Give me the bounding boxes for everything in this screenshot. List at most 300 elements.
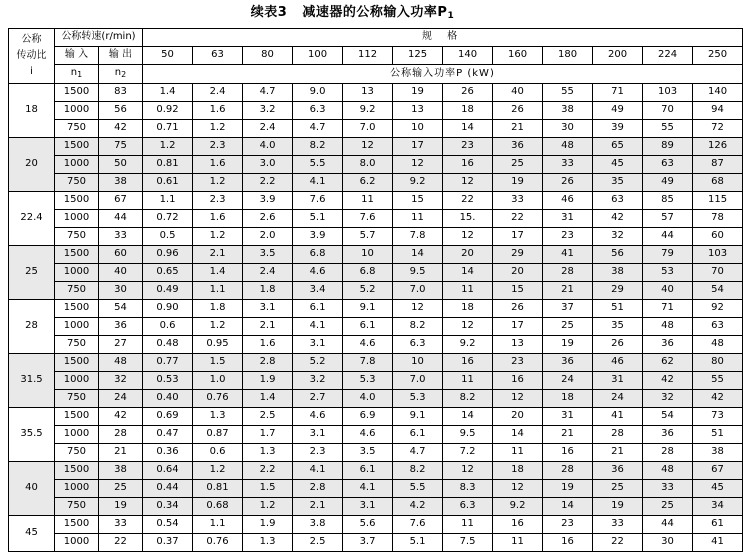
- power-cell: 0.96: [143, 245, 193, 263]
- power-cell: 6.1: [343, 461, 393, 479]
- power-cell: 29: [493, 245, 543, 263]
- spec-col-80: 80: [243, 46, 293, 64]
- n1-cell: 1000: [55, 533, 99, 551]
- power-cell: 4.0: [343, 389, 393, 407]
- n1-cell: 1000: [55, 155, 99, 173]
- power-cell: 12: [443, 317, 493, 335]
- header-spec: 规 格: [143, 28, 743, 46]
- power-cell: 60: [693, 227, 743, 245]
- power-cell: 26: [593, 335, 643, 353]
- power-cell: 44: [643, 515, 693, 533]
- power-cell: 0.72: [143, 209, 193, 227]
- power-cell: 2.8: [293, 479, 343, 497]
- n2-cell: 33: [99, 227, 143, 245]
- n2-cell: 75: [99, 137, 143, 155]
- power-cell: 8.2: [393, 317, 443, 335]
- spec-col-160: 160: [493, 46, 543, 64]
- power-cell: 10: [343, 245, 393, 263]
- power-cell: 12: [393, 299, 443, 317]
- power-cell: 34: [693, 497, 743, 515]
- power-cell: 54: [693, 281, 743, 299]
- power-cell: 71: [643, 299, 693, 317]
- power-cell: 19: [493, 173, 543, 191]
- power-cell: 92: [693, 299, 743, 317]
- power-cell: 6.9: [343, 407, 393, 425]
- power-cell: 70: [693, 263, 743, 281]
- power-cell: 28: [543, 461, 593, 479]
- power-cell: 55: [543, 83, 593, 101]
- power-cell: 39: [593, 119, 643, 137]
- power-cell: 0.81: [143, 155, 193, 173]
- ratio-cell: 18: [9, 83, 55, 137]
- power-cell: 87: [693, 155, 743, 173]
- n1-cell: 1500: [55, 299, 99, 317]
- power-cell: 2.1: [193, 245, 243, 263]
- power-cell: 12: [493, 389, 543, 407]
- power-cell: 1.9: [243, 371, 293, 389]
- power-cell: 9.2: [443, 335, 493, 353]
- table-row: [9, 173, 743, 191]
- power-cell: 45: [693, 479, 743, 497]
- ratio-cell: 28: [9, 299, 55, 353]
- n2-cell: 48: [99, 353, 143, 371]
- power-cell: 71: [593, 83, 643, 101]
- power-cell: 2.3: [293, 443, 343, 461]
- power-cell: 6.2: [343, 173, 393, 191]
- power-cell: 36: [493, 137, 543, 155]
- power-cell: 40: [493, 83, 543, 101]
- power-cell: 3.7: [343, 533, 393, 551]
- power-cell: 1.6: [243, 335, 293, 353]
- power-cell: 2.3: [193, 191, 243, 209]
- power-cell: 20: [493, 407, 543, 425]
- power-cell: 12: [343, 137, 393, 155]
- table-row: [9, 461, 743, 479]
- power-cell: 5.3: [393, 389, 443, 407]
- power-cell: 19: [393, 83, 443, 101]
- power-cell: 15.: [443, 209, 493, 227]
- n1-cell: 1500: [55, 137, 99, 155]
- power-cell: 42: [643, 371, 693, 389]
- n1-cell: 750: [55, 119, 99, 137]
- power-cell: 16: [493, 515, 543, 533]
- power-cell: 7.8: [393, 227, 443, 245]
- power-cell: 55: [643, 119, 693, 137]
- spec-col-180: 180: [543, 46, 593, 64]
- power-cell: 0.92: [143, 101, 193, 119]
- header-row-2: [9, 46, 743, 64]
- power-cell: 36: [543, 353, 593, 371]
- ratio-cell: 25: [9, 245, 55, 299]
- power-cell: 115: [693, 191, 743, 209]
- power-cell: 1.3: [243, 533, 293, 551]
- power-cell: 1.5: [193, 353, 243, 371]
- power-cell: 11: [443, 515, 493, 533]
- power-cell: 41: [693, 533, 743, 551]
- header-n2-sym: n: [114, 66, 122, 78]
- power-cell: 6.3: [393, 335, 443, 353]
- power-cell: 38: [593, 263, 643, 281]
- n2-cell: 30: [99, 281, 143, 299]
- power-cell: 0.40: [143, 389, 193, 407]
- power-cell: 23: [543, 227, 593, 245]
- power-cell: 9.5: [393, 263, 443, 281]
- table-row: [9, 245, 743, 263]
- power-cell: 3.4: [293, 281, 343, 299]
- power-cell: 14: [443, 263, 493, 281]
- power-cell: 48: [543, 137, 593, 155]
- spec-col-112: 112: [343, 46, 393, 64]
- n2-cell: 40: [99, 263, 143, 281]
- power-cell: 2.2: [243, 173, 293, 191]
- power-cell: 14: [443, 119, 493, 137]
- n1-cell: 750: [55, 389, 99, 407]
- power-cell: 16: [443, 353, 493, 371]
- power-cell: 15: [393, 191, 443, 209]
- power-cell: 1.2: [193, 317, 243, 335]
- power-cell: 9.2: [393, 173, 443, 191]
- power-cell: 4.6: [343, 425, 393, 443]
- power-cell: 31: [593, 371, 643, 389]
- power-table: [8, 28, 743, 552]
- power-cell: 53: [643, 263, 693, 281]
- n1-cell: 1000: [55, 263, 99, 281]
- header-ratio-line1: 公称: [21, 33, 42, 45]
- power-cell: 32: [593, 227, 643, 245]
- power-cell: 2.7: [293, 389, 343, 407]
- power-cell: 1.2: [193, 119, 243, 137]
- power-cell: 6.8: [343, 263, 393, 281]
- power-cell: 7.0: [393, 281, 443, 299]
- n1-cell: 1500: [55, 353, 99, 371]
- power-cell: 2.4: [243, 263, 293, 281]
- n2-cell: 42: [99, 119, 143, 137]
- power-cell: 57: [643, 209, 693, 227]
- power-cell: 0.48: [143, 335, 193, 353]
- power-cell: 62: [643, 353, 693, 371]
- power-cell: 45: [593, 155, 643, 173]
- power-cell: 1.4: [143, 83, 193, 101]
- power-cell: 1.4: [243, 389, 293, 407]
- power-cell: 21: [493, 119, 543, 137]
- n1-cell: 1500: [55, 245, 99, 263]
- power-cell: 9.1: [393, 407, 443, 425]
- page-title: [8, 0, 697, 28]
- power-cell: 17: [493, 317, 543, 335]
- power-cell: 11: [493, 533, 543, 551]
- power-cell: 36: [643, 335, 693, 353]
- power-cell: 4.1: [293, 317, 343, 335]
- power-cell: 42: [593, 209, 643, 227]
- power-cell: 65: [593, 137, 643, 155]
- power-cell: 33: [643, 479, 693, 497]
- power-cell: 1.2: [193, 173, 243, 191]
- power-cell: 16: [443, 155, 493, 173]
- power-cell: 30: [543, 119, 593, 137]
- table-row: [9, 83, 743, 101]
- power-cell: 2.6: [243, 209, 293, 227]
- power-cell: 1.3: [193, 407, 243, 425]
- n1-cell: 1000: [55, 317, 99, 335]
- power-cell: 8.2: [443, 389, 493, 407]
- power-cell: 11: [393, 209, 443, 227]
- power-cell: 0.68: [193, 497, 243, 515]
- power-cell: 48: [643, 461, 693, 479]
- power-cell: 14: [543, 497, 593, 515]
- power-cell: 103: [643, 83, 693, 101]
- power-cell: 40: [643, 281, 693, 299]
- power-cell: 5.1: [393, 533, 443, 551]
- n1-cell: 1500: [55, 515, 99, 533]
- n1-cell: 1500: [55, 461, 99, 479]
- power-cell: 8.2: [293, 137, 343, 155]
- power-cell: 2.5: [293, 533, 343, 551]
- power-cell: 30: [643, 533, 693, 551]
- n1-cell: 750: [55, 443, 99, 461]
- title-prefix: 续表3: [250, 5, 288, 20]
- power-cell: 1.6: [193, 209, 243, 227]
- power-cell: 0.90: [143, 299, 193, 317]
- n2-cell: 60: [99, 245, 143, 263]
- power-cell: 1.8: [193, 299, 243, 317]
- power-cell: 9.2: [493, 497, 543, 515]
- power-cell: 25: [493, 155, 543, 173]
- power-cell: 48: [643, 317, 693, 335]
- power-cell: 32: [643, 389, 693, 407]
- power-cell: 7.6: [293, 191, 343, 209]
- power-cell: 4.2: [393, 497, 443, 515]
- power-cell: 2.1: [243, 317, 293, 335]
- spec-col-125: 125: [393, 46, 443, 64]
- power-cell: 5.2: [343, 281, 393, 299]
- power-cell: 29: [593, 281, 643, 299]
- power-cell: 24: [543, 371, 593, 389]
- power-cell: 4.6: [343, 335, 393, 353]
- power-cell: 9.5: [443, 425, 493, 443]
- table-row: [9, 299, 743, 317]
- power-cell: 14: [493, 425, 543, 443]
- power-cell: 0.54: [143, 515, 193, 533]
- power-cell: 33: [593, 515, 643, 533]
- power-cell: 41: [543, 245, 593, 263]
- table-row: [9, 371, 743, 389]
- power-cell: 46: [543, 191, 593, 209]
- n2-cell: 24: [99, 389, 143, 407]
- n2-cell: 54: [99, 299, 143, 317]
- power-cell: 5.3: [343, 371, 393, 389]
- table-row: [9, 407, 743, 425]
- power-cell: 18: [493, 461, 543, 479]
- power-cell: 4.7: [393, 443, 443, 461]
- power-cell: 0.37: [143, 533, 193, 551]
- n2-cell: 67: [99, 191, 143, 209]
- power-cell: 31: [543, 209, 593, 227]
- power-cell: 8.2: [393, 461, 443, 479]
- power-cell: 0.77: [143, 353, 193, 371]
- power-cell: 2.1: [293, 497, 343, 515]
- power-cell: 89: [643, 137, 693, 155]
- ratio-cell: 22.4: [9, 191, 55, 245]
- spec-col-140: 140: [443, 46, 493, 64]
- power-cell: 3.2: [293, 371, 343, 389]
- power-cell: 1.5: [243, 479, 293, 497]
- power-cell: 49: [593, 101, 643, 119]
- power-cell: 4.6: [293, 263, 343, 281]
- table-row: [9, 335, 743, 353]
- table-row: [9, 119, 743, 137]
- power-cell: 1.3: [243, 443, 293, 461]
- power-cell: 103: [693, 245, 743, 263]
- n1-cell: 750: [55, 281, 99, 299]
- power-cell: 5.6: [343, 515, 393, 533]
- table-row: [9, 209, 743, 227]
- power-cell: 63: [593, 191, 643, 209]
- power-cell: 1.2: [193, 227, 243, 245]
- n2-cell: 83: [99, 83, 143, 101]
- table-row: [9, 443, 743, 461]
- power-cell: 14: [393, 245, 443, 263]
- power-cell: 0.61: [143, 173, 193, 191]
- n1-cell: 1000: [55, 425, 99, 443]
- power-cell: 22: [493, 209, 543, 227]
- table-row: [9, 227, 743, 245]
- ratio-cell: 45: [9, 515, 55, 551]
- table-row: [9, 515, 743, 533]
- table-row: [9, 425, 743, 443]
- n2-cell: 38: [99, 173, 143, 191]
- power-cell: 13: [493, 335, 543, 353]
- power-cell: 5.5: [393, 479, 443, 497]
- power-cell: 1.6: [193, 155, 243, 173]
- table-row: [9, 389, 743, 407]
- power-cell: 8.3: [443, 479, 493, 497]
- power-cell: 0.44: [143, 479, 193, 497]
- header-speed: 公称转速(r/min): [55, 28, 143, 46]
- power-cell: 126: [693, 137, 743, 155]
- power-cell: 18: [443, 299, 493, 317]
- power-cell: 44: [643, 227, 693, 245]
- power-cell: 10: [393, 353, 443, 371]
- power-cell: 21: [593, 443, 643, 461]
- table-row: [9, 263, 743, 281]
- ratio-cell: 35.5: [9, 407, 55, 461]
- header-ratio-line3: i: [30, 65, 33, 77]
- power-cell: 36: [643, 425, 693, 443]
- power-cell: 5.5: [293, 155, 343, 173]
- power-cell: 7.8: [343, 353, 393, 371]
- power-cell: 11: [493, 443, 543, 461]
- power-cell: 1.2: [143, 137, 193, 155]
- power-cell: 13: [393, 101, 443, 119]
- n1-cell: 1000: [55, 371, 99, 389]
- power-cell: 24: [593, 389, 643, 407]
- power-cell: 6.3: [443, 497, 493, 515]
- n1-cell: 750: [55, 227, 99, 245]
- spec-col-224: 224: [643, 46, 693, 64]
- power-cell: 25: [593, 479, 643, 497]
- n1-cell: 1500: [55, 83, 99, 101]
- ratio-cell: 40: [9, 461, 55, 515]
- power-cell: 0.64: [143, 461, 193, 479]
- header-row-3: [9, 64, 743, 83]
- n1-cell: 750: [55, 173, 99, 191]
- power-cell: 38: [693, 443, 743, 461]
- power-cell: 51: [693, 425, 743, 443]
- ratio-cell: 20: [9, 137, 55, 191]
- power-cell: 54: [643, 407, 693, 425]
- power-cell: 28: [643, 443, 693, 461]
- table-row: [9, 281, 743, 299]
- power-cell: 33: [543, 155, 593, 173]
- power-cell: 6.1: [293, 299, 343, 317]
- power-cell: 11: [443, 371, 493, 389]
- table-row: [9, 479, 743, 497]
- power-cell: 0.69: [143, 407, 193, 425]
- power-cell: 1.1: [143, 191, 193, 209]
- n1-cell: 1000: [55, 479, 99, 497]
- power-cell: 1.4: [193, 263, 243, 281]
- power-cell: 1.1: [193, 515, 243, 533]
- power-cell: 35: [593, 173, 643, 191]
- power-cell: 49: [643, 173, 693, 191]
- header-n1: [55, 64, 99, 83]
- n1-cell: 1000: [55, 101, 99, 119]
- power-cell: 19: [543, 479, 593, 497]
- power-cell: 5.1: [293, 209, 343, 227]
- power-cell: 3.9: [243, 191, 293, 209]
- power-cell: 23: [443, 137, 493, 155]
- n2-cell: 19: [99, 497, 143, 515]
- ratio-cell: 31.5: [9, 353, 55, 407]
- power-cell: 23: [493, 353, 543, 371]
- title-subscript: 1: [447, 11, 455, 21]
- power-cell: 37: [543, 299, 593, 317]
- power-cell: 14: [443, 407, 493, 425]
- power-cell: 0.65: [143, 263, 193, 281]
- power-cell: 21: [543, 425, 593, 443]
- table-row: [9, 353, 743, 371]
- header-n1-sub: 1: [77, 69, 83, 79]
- power-cell: 22: [443, 191, 493, 209]
- power-cell: 12: [493, 479, 543, 497]
- power-cell: 2.2: [243, 461, 293, 479]
- power-cell: 4.0: [243, 137, 293, 155]
- power-cell: 140: [693, 83, 743, 101]
- power-cell: 56: [593, 245, 643, 263]
- spec-col-100: 100: [293, 46, 343, 64]
- spec-col-63: 63: [193, 46, 243, 64]
- header-row-1: [9, 28, 743, 46]
- power-cell: 48: [693, 335, 743, 353]
- n2-cell: 33: [99, 515, 143, 533]
- power-cell: 10: [393, 119, 443, 137]
- n2-cell: 38: [99, 461, 143, 479]
- n2-cell: 22: [99, 533, 143, 551]
- power-cell: 0.87: [193, 425, 243, 443]
- power-cell: 8.0: [343, 155, 393, 173]
- power-cell: 21: [543, 281, 593, 299]
- spec-col-50: 50: [143, 46, 193, 64]
- power-cell: 0.6: [143, 317, 193, 335]
- power-cell: 7.0: [393, 371, 443, 389]
- power-cell: 2.4: [193, 83, 243, 101]
- power-cell: 3.2: [243, 101, 293, 119]
- power-cell: 25: [643, 497, 693, 515]
- header-output: 输 出: [99, 46, 143, 64]
- power-cell: 12: [443, 173, 493, 191]
- power-cell: 3.8: [293, 515, 343, 533]
- power-cell: 3.5: [343, 443, 393, 461]
